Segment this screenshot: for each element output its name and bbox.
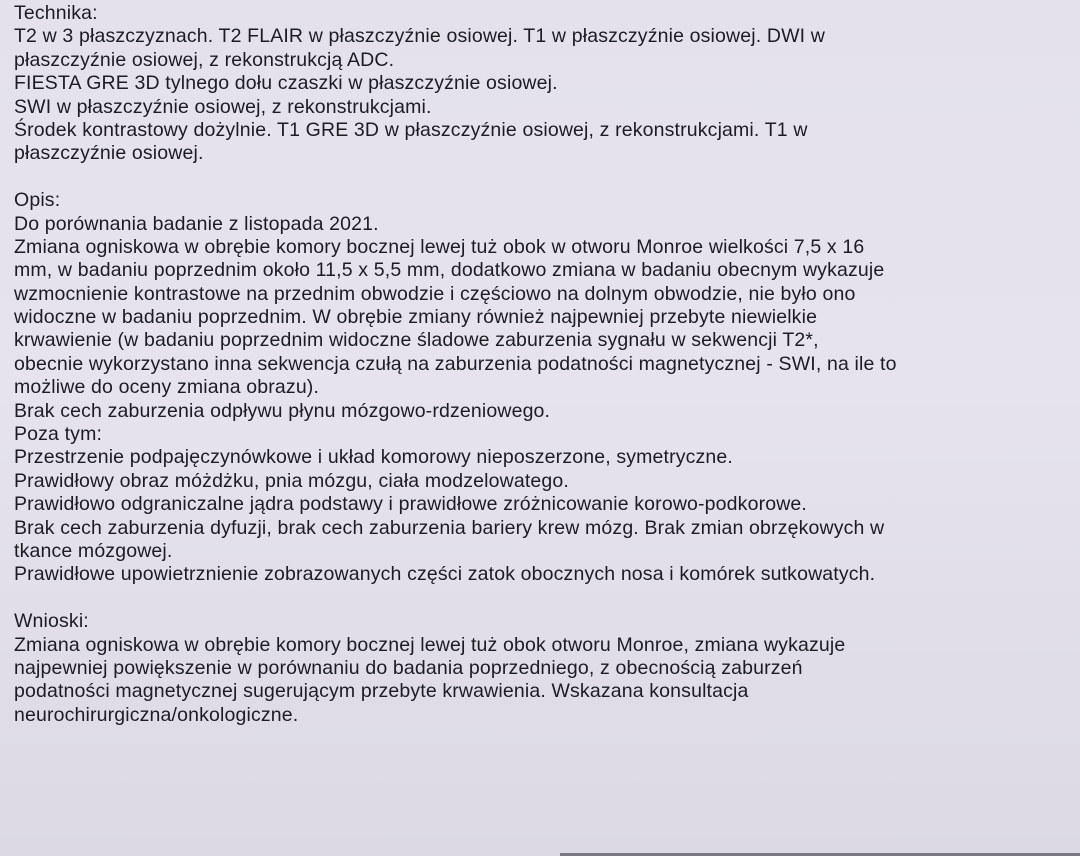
wnioski-line: najpewniej powiększenie w porównaniu do badania poprzedniego, z obecnością zaburzeń bbox=[14, 656, 803, 679]
section-spacer bbox=[14, 166, 1060, 189]
technika-line: płaszczyźnie osiowej. bbox=[14, 142, 204, 165]
opis-line: Brak cech zaburzenia odpływu płynu mózgowo-rdzeniowego. bbox=[14, 399, 551, 422]
wnioski-line: podatności magnetycznej sugerującym przebyte krwawienia. Wskazana konsultacja bbox=[14, 680, 749, 703]
technika-line: SWI w płaszczyźnie osiowej, z rekonstrukcjami. bbox=[14, 95, 432, 118]
opis-line: możliwe do oceny zmiana obrazu). bbox=[14, 376, 320, 399]
opis-line: Poza tym: bbox=[14, 423, 103, 446]
opis-line: wzmocnienie kontrastowe na przednim obwodzie i częściowo na dolnym obwodzie, nie było ono bbox=[14, 282, 856, 305]
technika-line: płaszczyźnie osiowej, z rekonstrukcją ADC. bbox=[14, 48, 395, 71]
opis-line: Prawidłowy obraz móżdżku, pnia mózgu, ciała modzelowatego. bbox=[14, 469, 569, 492]
opis-section bbox=[14, 189, 1060, 587]
technika-line: Środek kontrastowy dożylnie. T1 GRE 3D w płaszczyźnie osiowej, z rekonstrukcjami. T1 w bbox=[14, 118, 808, 141]
opis-line: Zmiana ogniskowa w obrębie komory bocznej lewej tuż obok w otworu Monroe wielkości 7,5 x 16 bbox=[14, 235, 865, 258]
technika-heading: Technika: bbox=[14, 2, 98, 24]
opis-line: Prawidłowo odgraniczalne jądra podstawy i prawidłowe zróżnicowanie korowo-podkorowe. bbox=[14, 493, 807, 516]
technika-section bbox=[14, 2, 1060, 166]
opis-heading: Opis: bbox=[14, 189, 61, 212]
opis-line: obecnie wykorzystano inna sekwencja czułą na zaburzenia podatności magnetycznej - SWI, na ile to bbox=[14, 352, 897, 375]
technika-line: FIESTA GRE 3D tylnego dołu czaszki w płaszczyźnie osiowej. bbox=[14, 72, 558, 95]
wnioski-heading: Wnioski: bbox=[14, 610, 89, 633]
opis-line: Do porównania badanie z listopada 2021. bbox=[14, 212, 379, 235]
wnioski-line: Zmiana ogniskowa w obrębie komory bocznej lewej tuż obok otworu Monroe, zmiana wykazuje bbox=[14, 633, 846, 656]
opis-line: krwawienie (w badaniu poprzednim widoczne śladowe zaburzenia sygnału w sekwencji T2*, bbox=[14, 329, 819, 352]
opis-line: Brak cech zaburzenia dyfuzji, brak cech zaburzenia bariery krew mózg. Brak zmian obrzękowych w bbox=[14, 516, 885, 539]
opis-line: mm, w badaniu poprzednim około 11,5 x 5,5 mm, dodatkowo zmiana w badaniu obecnym wykazuje bbox=[14, 259, 885, 282]
opis-line: Prawidłowe upowietrznienie zobrazowanych części zatok obocznych nosa i komórek sutkowatych. bbox=[14, 563, 876, 586]
wnioski-section bbox=[14, 610, 1060, 727]
opis-line: Przestrzenie podpajęczynówkowe i układ komorowy nieposzerzone, symetryczne. bbox=[14, 446, 733, 469]
opis-line: widoczne w badaniu poprzednim. W obrębie zmiany również najpewniej przebyte niewielkie bbox=[14, 306, 818, 329]
wnioski-line: neurochirurgiczna/onkologiczne. bbox=[14, 703, 299, 726]
opis-line: tkance mózgowej. bbox=[14, 539, 173, 562]
technika-line: T2 w 3 płaszczyznach. T2 FLAIR w płaszczyźnie osiowej. T1 w płaszczyźnie osiowej. DWI w bbox=[14, 25, 826, 48]
section-spacer bbox=[14, 587, 1060, 610]
